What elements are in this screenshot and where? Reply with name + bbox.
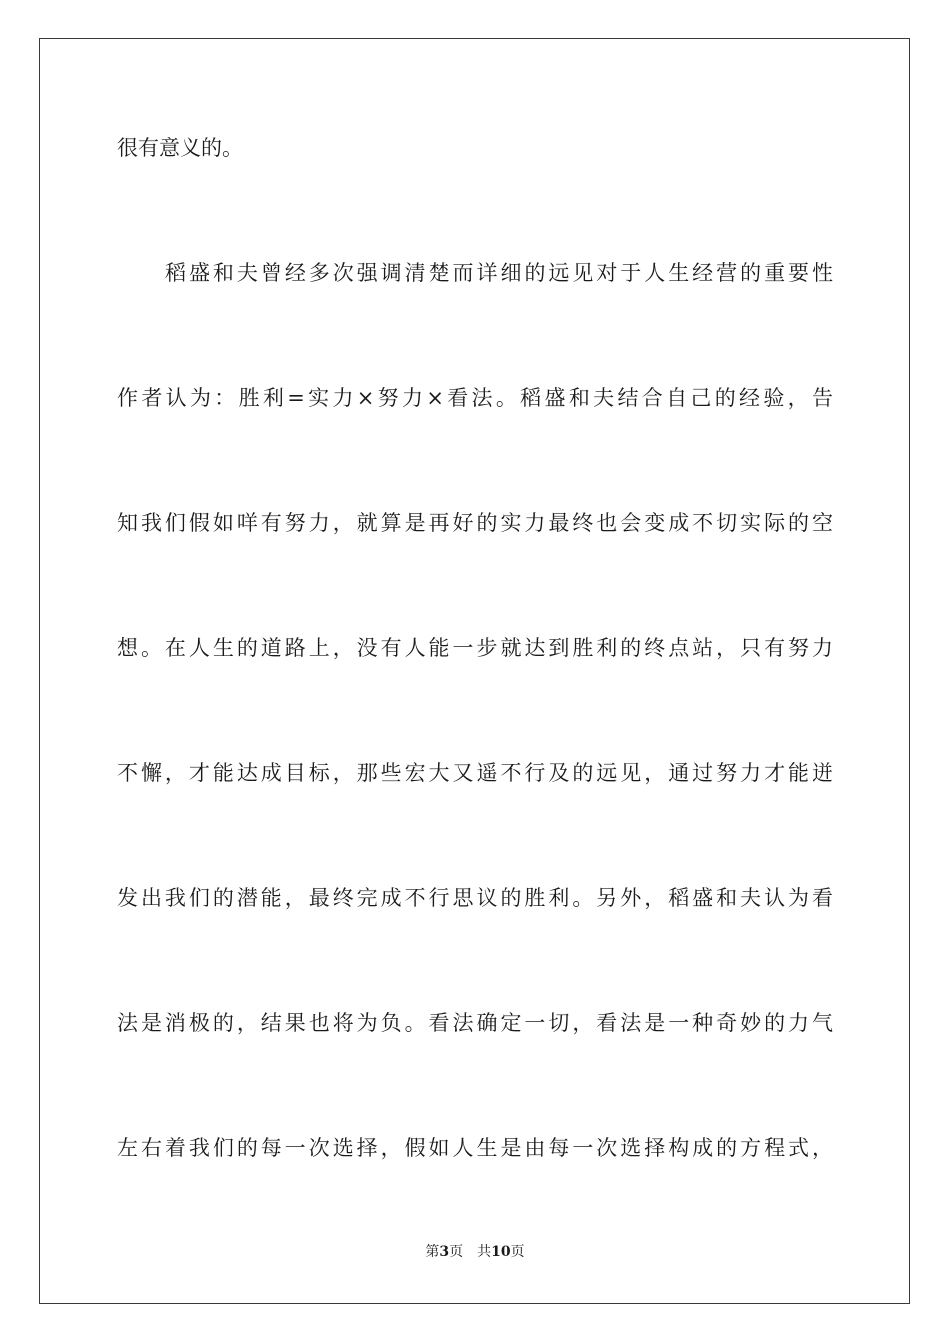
text-line-6: 不懈，才能达成目标，那些宏大又遥不行及的远见，通过努力才能迸 (117, 761, 833, 785)
page-border (39, 38, 910, 1304)
text-line-5: 想。在人生的道路上，没有人能一步就达到胜利的终点站，只有努力 (117, 636, 833, 660)
total-pages: 10 (491, 1244, 511, 1260)
text-line-8: 法是消极的，结果也将为负。看法确定一切，看法是一种奇妙的力气 (117, 1011, 833, 1035)
page-number: 3 (439, 1244, 450, 1260)
total-label-prefix: 共 (477, 1244, 492, 1260)
page-label-suffix: 页 (449, 1244, 464, 1260)
text-line-4: 知我们假如咩有努力，就算是再好的实力最终也会变成不切实际的空 (117, 511, 833, 535)
page-label-prefix: 第 (425, 1244, 440, 1260)
text-line-1: 很有意义的。 (117, 136, 243, 160)
total-label-suffix: 页 (510, 1244, 525, 1260)
page-footer (0, 1242, 950, 1262)
text-line-2: 稻盛和夫曾经多次强调清楚而详细的远见对于人生经营的重要性 (165, 261, 833, 285)
text-line-7: 发出我们的潜能，最终完成不行思议的胜利。另外，稻盛和夫认为看 (117, 886, 833, 910)
text-line-3: 作者认为：胜利=实力×努力×看法。稻盛和夫结合自己的经验，告 (117, 386, 833, 410)
text-line-9: 左右着我们的每一次选择，假如人生是由每一次选择构成的方程式， (117, 1136, 833, 1160)
